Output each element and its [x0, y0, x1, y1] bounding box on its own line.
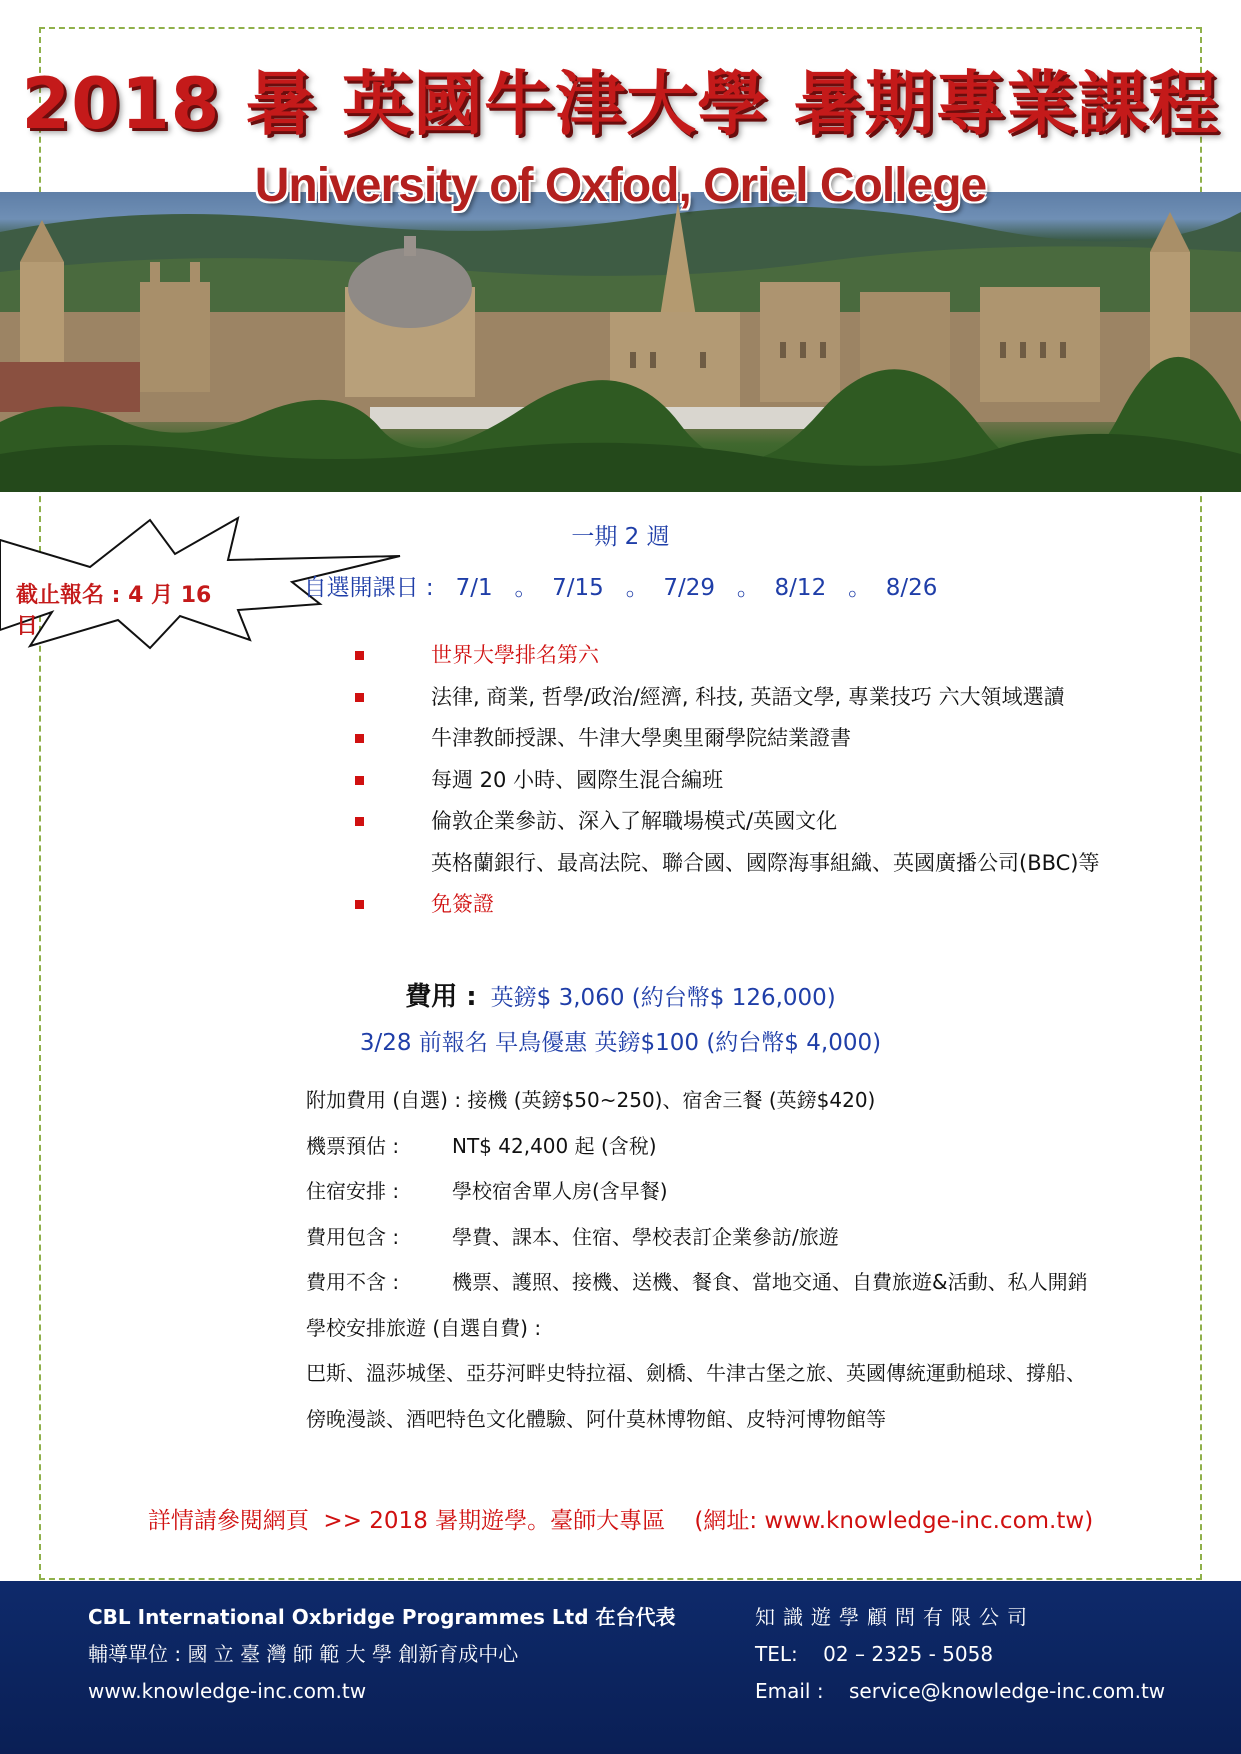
bullet-square-icon: [355, 776, 364, 785]
footer: [0, 1581, 1241, 1754]
company-chinese: 知識遊學顧問有限公司: [755, 1605, 1035, 1629]
bullet-square-icon: [355, 817, 364, 826]
company-english: CBL International Oxbridge Programmes Ltd 在台代表: [88, 1605, 676, 1629]
list-item: 牛津教師授課、牛津大學奧里爾學院結業證書: [355, 723, 1175, 765]
bullet-square-icon: [355, 900, 364, 909]
list-item: 倫敦企業參訪、深入了解職場模式/英國文化: [355, 806, 1175, 848]
list-item: 世界大學排名第六: [355, 640, 1175, 682]
footer-website-link[interactable]: www.knowledge-inc.com.tw: [88, 1679, 367, 1703]
website-link-text[interactable]: 詳情請參閱網頁 >> 2018 暑期遊學。臺師大專區 (網址: www.knowledge-inc.com.tw): [147, 1508, 1094, 1534]
list-item: 免簽證: [355, 889, 1175, 931]
excluded-row: 費用不含 : 機票、護照、接機、送機、餐食、當地交通、自費旅遊&活動、私人開銷: [306, 1270, 1088, 1294]
tours-title-row: 學校安排旅遊 (自選自費) :: [306, 1315, 542, 1340]
deadline-text: 截止報名 : 4 月 16 日: [16, 583, 212, 639]
housing-row: 住宿安排 : 學校宿舍單人房(含早餐): [306, 1179, 668, 1203]
footer-email-link[interactable]: Email : service@knowledge-inc.com.tw: [755, 1679, 1166, 1703]
title-english: University of Oxfod, Oriel College: [254, 159, 987, 212]
feature-list: [355, 640, 1175, 931]
oxford-skyline-photo: [0, 192, 1241, 492]
footer-right: [755, 1599, 1165, 1710]
optional-fees-row: 附加費用 (自選) : 接機 (英鎊$50~250)、宿舍三餐 (英鎊$420): [306, 1088, 876, 1112]
bullet-square-icon: [355, 734, 364, 743]
footer-left: [88, 1599, 675, 1710]
title-chinese: 2018 暑 英國牛津大學 暑期專業課程: [21, 63, 1220, 145]
fee-price: 英鎊$ 3,060 (約台幣$ 126,000): [490, 985, 836, 1011]
early-bird-line: 3/28 前報名 早鳥優惠 英鎊$100 (約台幣$ 4,000): [359, 1030, 882, 1056]
details-section: [306, 1085, 1206, 1449]
tours-line-2: 傍晚漫談、酒吧特色文化體驗、阿什莫林博物館、皮特河博物館等: [306, 1406, 886, 1431]
fee-label: 費用 :: [405, 982, 477, 1012]
tours-line-1: 巴斯、溫莎城堡、亞芬河畔史特拉福、劍橋、牛津古堡之旅、英國傳統運動槌球、撐船、: [306, 1361, 1086, 1385]
bullet-square-icon: [355, 693, 364, 702]
course-duration: 一期 2 週: [571, 524, 670, 550]
advisor-unit: 輔導單位 : 國 立 臺 灣 師 範 大 學 創新育成中心: [88, 1642, 519, 1666]
list-item: 英格蘭銀行、最高法院、聯合國、國際海事組織、英國廣播公司(BBC)等: [431, 850, 1100, 875]
start-dates: 自選開課日 : 7/1 。 7/15 。 7/29 。 8/12 。 8/26: [303, 575, 938, 601]
list-item: 每週 20 小時、國際生混合編班: [355, 765, 1175, 807]
fee-line: [0, 976, 1241, 1013]
airfare-row: 機票預估 : NT$ 42,400 起 (含稅): [306, 1133, 657, 1158]
included-row: 費用包含 : 學費、課本、住宿、學校表訂企業參訪/旅遊: [306, 1224, 839, 1249]
bullet-square-icon: [355, 651, 364, 660]
footer-telephone: TEL: 02 – 2325 - 5058: [755, 1642, 994, 1666]
list-item: 法律, 商業, 哲學/政治/經濟, 科技, 英語文學, 專業技巧 六大領域選讀: [355, 682, 1175, 724]
